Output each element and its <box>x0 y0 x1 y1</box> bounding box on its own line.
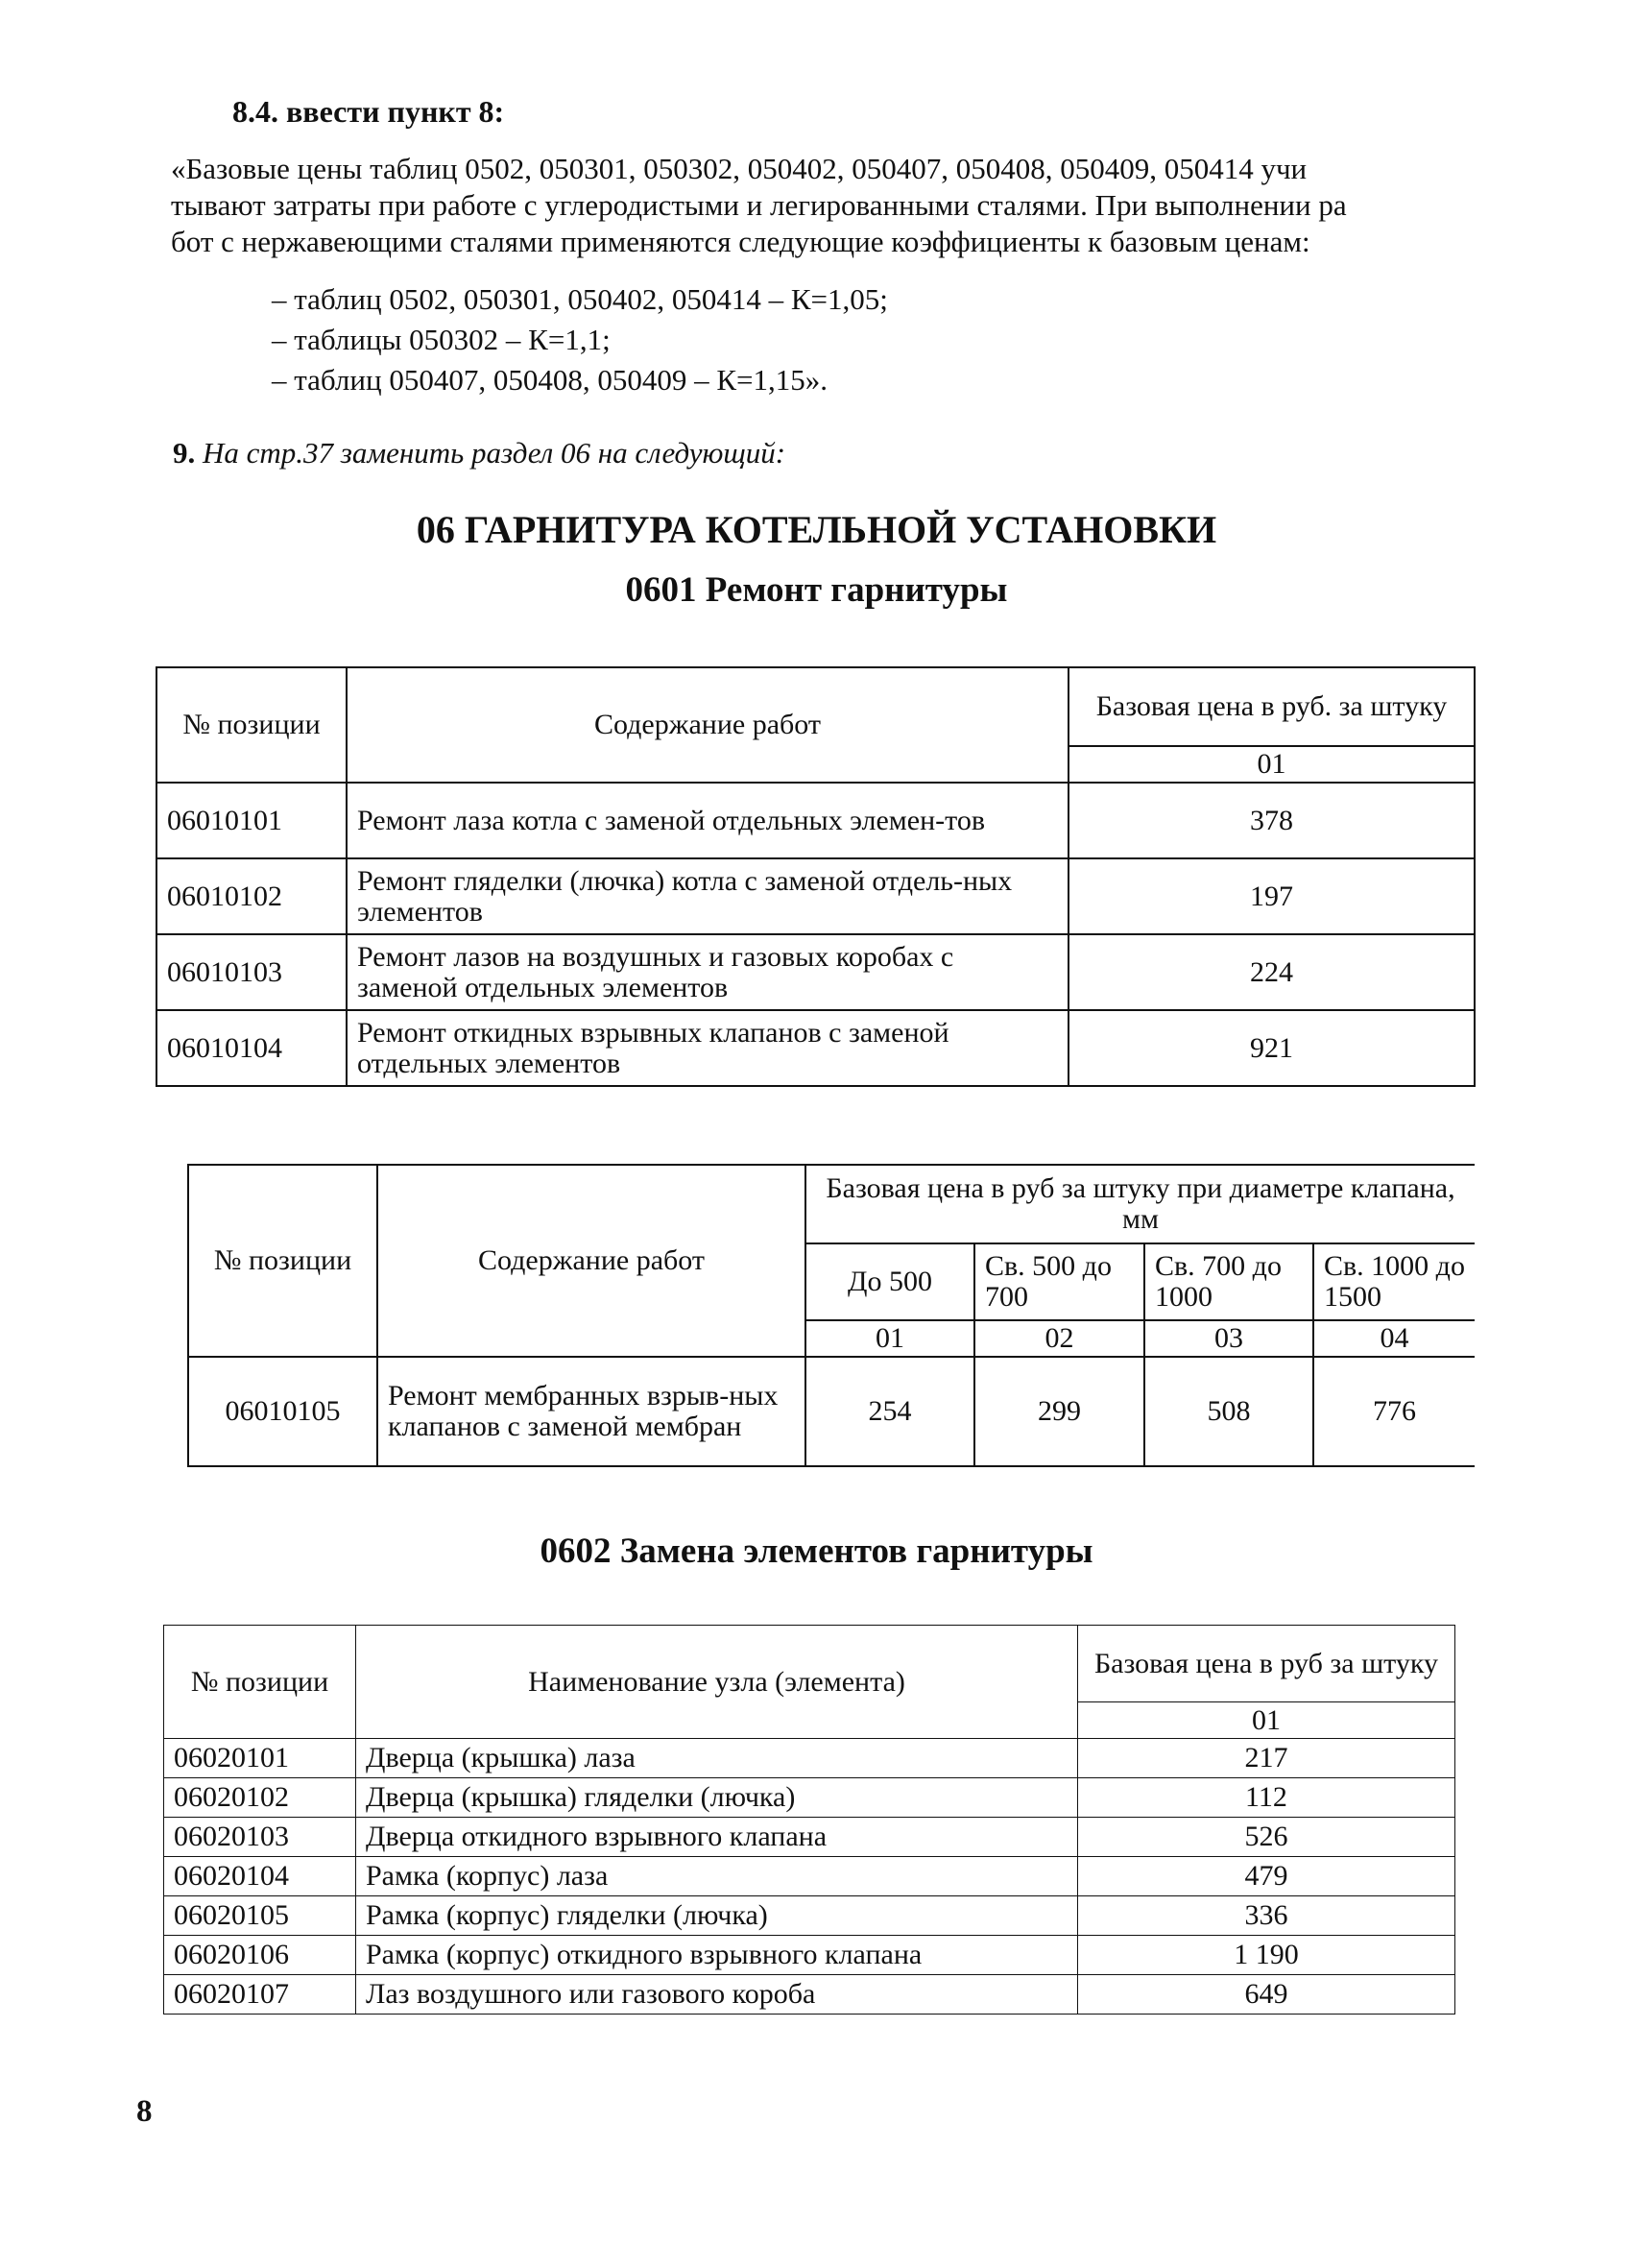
cell-position: 06020103 <box>164 1818 356 1857</box>
cell-position: 06010105 <box>188 1357 377 1466</box>
cell-price: 921 <box>1069 1010 1475 1086</box>
cell-name: Дверца (крышка) лаза <box>356 1739 1078 1778</box>
cell-price: 254 <box>805 1357 974 1466</box>
header-price: Базовая цена в руб. за штуку <box>1069 667 1475 746</box>
coefficient-item: – таблиц 0502, 050301, 050402, 050414 – К=1,05; <box>272 282 888 316</box>
header-code: 02 <box>974 1320 1144 1357</box>
header-content: Содержание работ <box>377 1165 805 1357</box>
cell-price: 649 <box>1078 1975 1455 2015</box>
cell-position: 06010101 <box>156 783 347 858</box>
cell-position: 06020102 <box>164 1778 356 1818</box>
coefficient-item: – таблиц 050407, 050408, 050409 – К=1,15». <box>272 363 828 397</box>
item-9-number: 9. <box>173 436 196 470</box>
cell-name: Дверца откидного взрывного клапана <box>356 1818 1078 1857</box>
header-content: Содержание работ <box>347 667 1069 783</box>
coefficient-list <box>272 279 888 400</box>
table-row <box>164 1896 1455 1936</box>
header-price: Базовая цена в руб за штуку при диаметре клапана, мм <box>805 1165 1475 1243</box>
header-diameter: Св. 500 до 700 <box>974 1243 1144 1320</box>
cell-name: Рамка (корпус) откидного взрывного клапана <box>356 1936 1078 1975</box>
cell-price: 217 <box>1078 1739 1455 1778</box>
cell-name: Рамка (корпус) лаза <box>356 1857 1078 1896</box>
cell-content: Ремонт откидных взрывных клапанов с заменой отдельных элементов <box>347 1010 1069 1086</box>
cell-content: Ремонт мембранных взрыв-ных клапанов с заменой мембран <box>377 1357 805 1466</box>
cell-price: 479 <box>1078 1857 1455 1896</box>
cell-position: 06020105 <box>164 1896 356 1936</box>
header-position: № позиции <box>188 1165 377 1357</box>
cell-name: Лаз воздушного или газового короба <box>356 1975 1078 2015</box>
header-code: 01 <box>805 1320 974 1357</box>
table-row <box>164 1857 1455 1896</box>
table-row <box>156 783 1475 858</box>
section-title: 06 ГАРНИТУРА КОТЕЛЬНОЙ УСТАНОВКИ <box>416 508 1217 551</box>
replacement-table <box>163 1625 1455 2015</box>
cell-price: 1 190 <box>1078 1936 1455 1975</box>
cell-price: 508 <box>1144 1357 1313 1466</box>
cell-position: 06010104 <box>156 1010 347 1086</box>
cell-price: 336 <box>1078 1896 1455 1936</box>
cell-content: Ремонт гляделки (лючка) котла с заменой отдель-ных элементов <box>347 858 1069 934</box>
table-row <box>156 858 1475 934</box>
paragraph-line: тывают затраты при работе с углеродистыми и легированными сталями. При выполнении ра <box>171 188 1347 222</box>
cell-price: 526 <box>1078 1818 1455 1857</box>
repair-table <box>156 666 1476 1087</box>
page-number: 8 <box>136 2094 153 2129</box>
header-code: 04 <box>1313 1320 1475 1357</box>
cell-price: 224 <box>1069 934 1475 1010</box>
coefficient-item: – таблицы 050302 – К=1,1; <box>272 323 611 356</box>
header-diameter: Св. 1000 до 1500 <box>1313 1243 1475 1320</box>
table-row <box>164 1739 1455 1778</box>
item-9-text: На стр.37 заменить раздел 06 на следующий: <box>203 436 786 470</box>
header-diameter: До 500 <box>805 1243 974 1320</box>
cell-position: 06020101 <box>164 1739 356 1778</box>
amendment-heading: 8.4. ввести пункт 8: <box>232 94 505 129</box>
table-row <box>188 1357 1475 1466</box>
header-position: № позиции <box>164 1626 356 1739</box>
subsection-title-0601: 0601 Ремонт гарнитуры <box>625 570 1008 610</box>
paragraph-line: «Базовые цены таблиц 0502, 050301, 050302, 050402, 050407, 050408, 050409, 050414 учи <box>171 152 1308 185</box>
item-9 <box>173 438 785 468</box>
header-position: № позиции <box>156 667 347 783</box>
table-row <box>164 1936 1455 1975</box>
cell-name: Рамка (корпус) гляделки (лючка) <box>356 1896 1078 1936</box>
cell-price: 112 <box>1078 1778 1455 1818</box>
cell-position: 06010103 <box>156 934 347 1010</box>
cell-position: 06020106 <box>164 1936 356 1975</box>
header-diameter: Св. 700 до 1000 <box>1144 1243 1313 1320</box>
table-row <box>156 1010 1475 1086</box>
cell-position: 06020107 <box>164 1975 356 2015</box>
cell-price: 378 <box>1069 783 1475 858</box>
table-row <box>164 1975 1455 2015</box>
amendment-paragraph <box>171 151 1419 260</box>
cell-position: 06020104 <box>164 1857 356 1896</box>
table-row <box>164 1778 1455 1818</box>
table-row <box>156 934 1475 1010</box>
header-code: 03 <box>1144 1320 1313 1357</box>
paragraph-line: бот с нержавеющими сталями применяются следующие коэффициенты к базовым ценам: <box>171 225 1310 258</box>
cell-content: Ремонт лазов на воздушных и газовых коробах с заменой отдельных элементов <box>347 934 1069 1010</box>
subsection-title-0602: 0602 Замена элементов гарнитуры <box>540 1532 1093 1571</box>
cell-price: 776 <box>1313 1357 1475 1466</box>
cell-price: 197 <box>1069 858 1475 934</box>
header-code: 01 <box>1069 746 1475 783</box>
cell-position: 06010102 <box>156 858 347 934</box>
header-price: Базовая цена в руб за штуку <box>1078 1626 1455 1702</box>
membrane-valve-table <box>187 1164 1475 1467</box>
cell-price: 299 <box>974 1357 1144 1466</box>
header-name: Наименование узла (элемента) <box>356 1626 1078 1739</box>
cell-content: Ремонт лаза котла с заменой отдельных элемен-тов <box>347 783 1069 858</box>
table-row <box>164 1818 1455 1857</box>
header-code: 01 <box>1078 1702 1455 1739</box>
cell-name: Дверца (крышка) гляделки (лючка) <box>356 1778 1078 1818</box>
